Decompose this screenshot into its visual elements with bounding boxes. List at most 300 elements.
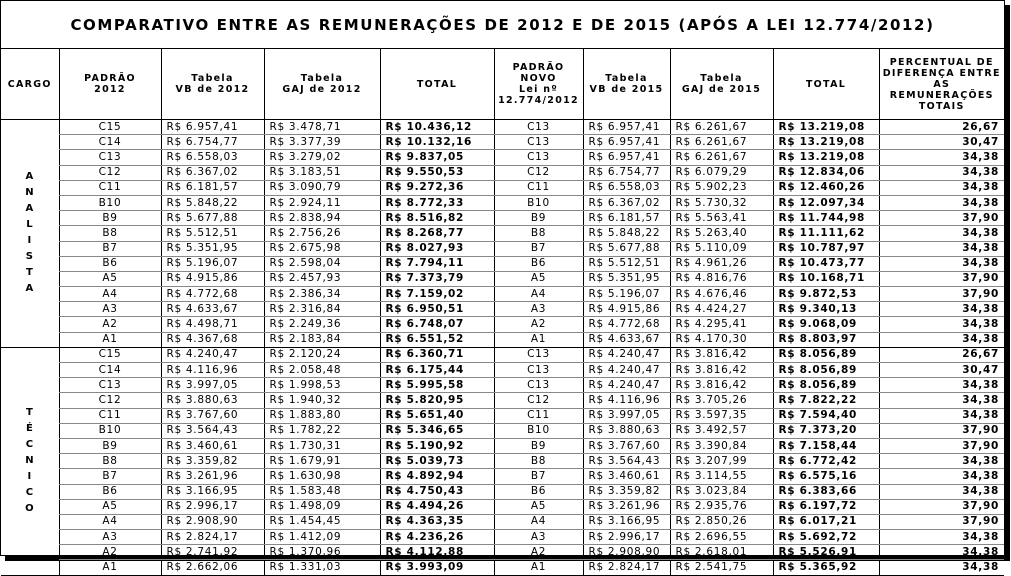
cell-gaj-2012: R$ 2.675,98 — [264, 241, 380, 256]
cell-gaj-2015: R$ 4.295,41 — [670, 317, 773, 332]
cell-total-2012: R$ 10.132,16 — [380, 135, 494, 150]
header-line: VB de 2012 — [175, 84, 250, 95]
cell-total-2012: R$ 8.516,82 — [380, 211, 494, 226]
cell-total-2012: R$ 5.039,73 — [380, 454, 494, 469]
cell-total-2012: R$ 3.993,09 — [380, 560, 494, 575]
cell-gaj-2012: R$ 1.782,22 — [264, 423, 380, 438]
cell-vb-2012: R$ 5.351,95 — [161, 241, 264, 256]
header-total-2015 — [773, 49, 879, 120]
cargo-letter: C — [25, 439, 34, 451]
cell-vb-2012: R$ 5.512,51 — [161, 226, 264, 241]
cell-percentual: 37,90 — [879, 287, 1004, 302]
cell-vb-2015: R$ 5.677,88 — [583, 241, 670, 256]
cell-padrao-novo: A3 — [494, 302, 583, 317]
cell-vb-2015: R$ 5.351,95 — [583, 271, 670, 286]
cell-padrao-2012: C13 — [59, 378, 161, 393]
cargo-letter: I — [27, 235, 32, 247]
header-line: GAJ de 2012 — [282, 84, 362, 95]
cell-total-2015: R$ 10.168,71 — [773, 271, 879, 286]
cell-vb-2015: R$ 4.240,47 — [583, 363, 670, 378]
table-row — [1, 560, 1004, 575]
cell-gaj-2015: R$ 3.816,42 — [670, 378, 773, 393]
header-line: PERCENTUAL DE — [889, 56, 994, 68]
cell-total-2015: R$ 13.219,08 — [773, 135, 879, 150]
cell-gaj-2012: R$ 2.316,84 — [264, 302, 380, 317]
cell-gaj-2015: R$ 2.850,26 — [670, 514, 773, 529]
cell-percentual: 34,38 — [879, 378, 1004, 393]
cargo-letter: A — [25, 171, 34, 183]
cell-total-2015: R$ 7.594,40 — [773, 408, 879, 423]
cell-vb-2015: R$ 6.181,57 — [583, 211, 670, 226]
cell-percentual: 34,38 — [879, 180, 1004, 195]
cell-gaj-2015: R$ 2.541,75 — [670, 560, 773, 575]
cell-padrao-novo: C12 — [494, 165, 583, 180]
cell-gaj-2012: R$ 1.630,98 — [264, 469, 380, 484]
table-row — [1, 150, 1004, 165]
cell-percentual: 37,90 — [879, 499, 1004, 514]
header-line: TOTAIS — [918, 100, 965, 112]
table-row — [1, 408, 1004, 423]
cell-padrao-novo: A4 — [494, 287, 583, 302]
document-title: COMPARATIVO ENTRE AS REMUNERAÇÕES DE 2012 E DE 2015 (APÓS A LEI 12.774/2012) — [1, 1, 1004, 49]
cell-total-2012: R$ 4.112,88 — [380, 545, 494, 560]
cell-padrao-2012: C12 — [59, 165, 161, 180]
cell-percentual: 30,47 — [879, 363, 1004, 378]
cell-total-2015: R$ 12.097,34 — [773, 195, 879, 210]
header-line: PADRÃO — [84, 73, 136, 84]
cell-padrao-novo: B10 — [494, 423, 583, 438]
cell-gaj-2015: R$ 4.170,30 — [670, 332, 773, 347]
table-row — [1, 241, 1004, 256]
cargo-letter: T — [25, 407, 34, 419]
cell-padrao-2012: A2 — [59, 545, 161, 560]
cell-gaj-2012: R$ 2.249,36 — [264, 317, 380, 332]
cell-total-2015: R$ 6.197,72 — [773, 499, 879, 514]
cell-total-2012: R$ 4.892,94 — [380, 469, 494, 484]
cell-vb-2015: R$ 5.848,22 — [583, 226, 670, 241]
cell-padrao-novo: A2 — [494, 317, 583, 332]
cell-padrao-2012: B10 — [59, 423, 161, 438]
table-row — [1, 287, 1004, 302]
table-body — [1, 120, 1004, 576]
table-row — [1, 120, 1004, 135]
header-gaj-2015 — [670, 49, 773, 120]
cell-vb-2012: R$ 3.359,82 — [161, 454, 264, 469]
cell-padrao-2012: A1 — [59, 560, 161, 575]
header-percentual — [879, 49, 1004, 120]
cargo-letter: A — [25, 283, 34, 295]
cell-percentual: 34,38 — [879, 332, 1004, 347]
header-line: PADRÃO — [512, 62, 565, 73]
cargo-cell — [1, 120, 59, 348]
table-row — [1, 499, 1004, 514]
cell-padrao-novo: B10 — [494, 195, 583, 210]
cell-gaj-2012: R$ 1.940,32 — [264, 393, 380, 408]
cell-total-2012: R$ 7.794,11 — [380, 256, 494, 271]
cell-gaj-2015: R$ 3.597,35 — [670, 408, 773, 423]
cell-total-2012: R$ 9.550,53 — [380, 165, 494, 180]
cell-padrao-novo: A3 — [494, 530, 583, 545]
cell-padrao-2012: B8 — [59, 226, 161, 241]
cell-vb-2012: R$ 4.367,68 — [161, 332, 264, 347]
cell-vb-2015: R$ 4.240,47 — [583, 347, 670, 362]
cell-total-2012: R$ 10.436,12 — [380, 120, 494, 135]
cell-vb-2012: R$ 5.677,88 — [161, 211, 264, 226]
cell-vb-2012: R$ 4.633,67 — [161, 302, 264, 317]
cell-percentual: 37,90 — [879, 438, 1004, 453]
cell-gaj-2012: R$ 1.454,45 — [264, 514, 380, 529]
cell-padrao-novo: B9 — [494, 438, 583, 453]
header-row — [1, 49, 1004, 120]
cargo-letter: A — [25, 203, 34, 215]
cell-total-2012: R$ 5.820,95 — [380, 393, 494, 408]
cell-gaj-2012: R$ 3.279,02 — [264, 150, 380, 165]
cell-percentual: 34,38 — [879, 530, 1004, 545]
cell-gaj-2012: R$ 2.058,48 — [264, 363, 380, 378]
cell-gaj-2012: R$ 2.457,93 — [264, 271, 380, 286]
cell-gaj-2012: R$ 1.730,31 — [264, 438, 380, 453]
header-line: TOTAL — [416, 78, 458, 90]
cell-percentual: 37,90 — [879, 271, 1004, 286]
cell-padrao-novo: C11 — [494, 408, 583, 423]
cell-gaj-2015: R$ 3.023,84 — [670, 484, 773, 499]
cargo-letter: O — [25, 503, 35, 515]
cell-vb-2015: R$ 4.915,86 — [583, 302, 670, 317]
cell-vb-2012: R$ 3.564,43 — [161, 423, 264, 438]
cell-gaj-2012: R$ 2.838,94 — [264, 211, 380, 226]
table-row — [1, 332, 1004, 347]
cell-total-2012: R$ 6.748,07 — [380, 317, 494, 332]
cell-total-2015: R$ 7.158,44 — [773, 438, 879, 453]
cell-total-2015: R$ 7.822,22 — [773, 393, 879, 408]
table-row — [1, 438, 1004, 453]
cell-vb-2012: R$ 3.880,63 — [161, 393, 264, 408]
cell-padrao-novo: B8 — [494, 226, 583, 241]
cell-total-2015: R$ 11.744,98 — [773, 211, 879, 226]
table-row — [1, 454, 1004, 469]
cell-gaj-2012: R$ 1.370,96 — [264, 545, 380, 560]
cell-percentual: 34,38 — [879, 454, 1004, 469]
cell-gaj-2015: R$ 2.935,76 — [670, 499, 773, 514]
cell-total-2015: R$ 5.692,72 — [773, 530, 879, 545]
cell-total-2012: R$ 5.651,40 — [380, 408, 494, 423]
cell-padrao-novo: B7 — [494, 469, 583, 484]
cell-total-2012: R$ 5.190,92 — [380, 438, 494, 453]
cell-padrao-novo: A1 — [494, 560, 583, 575]
cell-padrao-novo: C13 — [494, 120, 583, 135]
cell-padrao-2012: B7 — [59, 241, 161, 256]
cell-vb-2015: R$ 3.997,05 — [583, 408, 670, 423]
cell-vb-2012: R$ 6.181,57 — [161, 180, 264, 195]
table-row — [1, 226, 1004, 241]
header-gaj-2012 — [264, 49, 380, 120]
cell-total-2012: R$ 5.995,58 — [380, 378, 494, 393]
cell-padrao-novo: B6 — [494, 256, 583, 271]
cell-padrao-2012: C14 — [59, 363, 161, 378]
cell-gaj-2015: R$ 3.114,55 — [670, 469, 773, 484]
cell-padrao-novo: A4 — [494, 514, 583, 529]
cell-padrao-novo: A2 — [494, 545, 583, 560]
cell-gaj-2015: R$ 5.730,32 — [670, 195, 773, 210]
cell-total-2015: R$ 9.340,13 — [773, 302, 879, 317]
table-row — [1, 469, 1004, 484]
cell-padrao-2012: C12 — [59, 393, 161, 408]
cell-gaj-2012: R$ 3.183,51 — [264, 165, 380, 180]
cell-total-2015: R$ 8.056,89 — [773, 363, 879, 378]
table-row — [1, 545, 1004, 560]
cell-vb-2015: R$ 2.908,90 — [583, 545, 670, 560]
cell-vb-2012: R$ 6.558,03 — [161, 150, 264, 165]
cell-gaj-2015: R$ 3.816,42 — [670, 347, 773, 362]
table-row — [1, 393, 1004, 408]
cell-gaj-2015: R$ 6.261,67 — [670, 150, 773, 165]
header-padrao-2012 — [59, 49, 161, 120]
header-line: REMUNERAÇÕES — [889, 89, 994, 101]
cell-padrao-2012: C15 — [59, 347, 161, 362]
cell-padrao-novo: B7 — [494, 241, 583, 256]
cell-vb-2015: R$ 3.359,82 — [583, 484, 670, 499]
table-row — [1, 165, 1004, 180]
cell-gaj-2015: R$ 6.079,29 — [670, 165, 773, 180]
cell-padrao-2012: B7 — [59, 469, 161, 484]
cell-gaj-2015: R$ 5.110,09 — [670, 241, 773, 256]
cell-total-2015: R$ 11.111,62 — [773, 226, 879, 241]
cell-gaj-2012: R$ 2.183,84 — [264, 332, 380, 347]
cell-vb-2012: R$ 3.767,60 — [161, 408, 264, 423]
cell-gaj-2012: R$ 2.386,34 — [264, 287, 380, 302]
cell-padrao-novo: A1 — [494, 332, 583, 347]
cell-vb-2012: R$ 4.915,86 — [161, 271, 264, 286]
cell-total-2012: R$ 8.268,77 — [380, 226, 494, 241]
cell-vb-2012: R$ 4.772,68 — [161, 287, 264, 302]
header-vb-2015 — [583, 49, 670, 120]
cell-total-2012: R$ 9.837,05 — [380, 150, 494, 165]
cell-percentual: 34,38 — [879, 195, 1004, 210]
table-row — [1, 135, 1004, 150]
cell-vb-2015: R$ 2.996,17 — [583, 530, 670, 545]
cell-gaj-2012: R$ 1.679,91 — [264, 454, 380, 469]
cell-gaj-2015: R$ 3.816,42 — [670, 363, 773, 378]
cell-padrao-novo: C12 — [494, 393, 583, 408]
cell-gaj-2015: R$ 3.705,26 — [670, 393, 773, 408]
cell-total-2015: R$ 10.787,97 — [773, 241, 879, 256]
cell-percentual: 34,38 — [879, 560, 1004, 575]
cell-vb-2012: R$ 3.997,05 — [161, 378, 264, 393]
header-line: TOTAL — [805, 78, 847, 90]
table-row — [1, 378, 1004, 393]
cell-padrao-2012: C13 — [59, 150, 161, 165]
cell-percentual: 34,38 — [879, 241, 1004, 256]
cargo-letter: C — [25, 487, 34, 499]
cell-vb-2012: R$ 2.741,92 — [161, 545, 264, 560]
cell-padrao-2012: B9 — [59, 211, 161, 226]
cell-total-2012: R$ 7.373,79 — [380, 271, 494, 286]
cell-padrao-novo: C11 — [494, 180, 583, 195]
cell-vb-2015: R$ 4.116,96 — [583, 393, 670, 408]
table-row — [1, 530, 1004, 545]
table-row — [1, 180, 1004, 195]
cell-padrao-2012: B9 — [59, 438, 161, 453]
cell-gaj-2015: R$ 4.424,27 — [670, 302, 773, 317]
cell-padrao-novo: C13 — [494, 150, 583, 165]
cell-vb-2012: R$ 2.824,17 — [161, 530, 264, 545]
table-row — [1, 195, 1004, 210]
cargo-letter: N — [25, 455, 35, 467]
cell-vb-2015: R$ 4.772,68 — [583, 317, 670, 332]
cell-total-2012: R$ 9.272,36 — [380, 180, 494, 195]
cell-vb-2012: R$ 2.996,17 — [161, 499, 264, 514]
cell-gaj-2015: R$ 5.902,23 — [670, 180, 773, 195]
cargo-letter: T — [25, 267, 34, 279]
cell-vb-2015: R$ 4.240,47 — [583, 378, 670, 393]
header-line: AS — [933, 78, 951, 90]
cell-gaj-2015: R$ 2.618,01 — [670, 545, 773, 560]
cargo-letter: É — [25, 423, 34, 435]
cell-padrao-novo: B6 — [494, 484, 583, 499]
cell-percentual: 34,38 — [879, 545, 1004, 560]
cell-gaj-2012: R$ 1.883,80 — [264, 408, 380, 423]
header-line: Tabela — [300, 73, 344, 84]
cell-padrao-novo: B8 — [494, 454, 583, 469]
header-padrao-novo — [494, 49, 583, 120]
header-vb-2012 — [161, 49, 264, 120]
cell-vb-2015: R$ 6.957,41 — [583, 150, 670, 165]
header-line: Tabela — [700, 73, 743, 84]
header-line: 2012 — [94, 84, 126, 95]
cell-vb-2012: R$ 6.957,41 — [161, 120, 264, 135]
cell-padrao-2012: C11 — [59, 408, 161, 423]
table-row — [1, 423, 1004, 438]
cell-padrao-2012: B6 — [59, 256, 161, 271]
cell-total-2012: R$ 5.346,65 — [380, 423, 494, 438]
table-row — [1, 347, 1004, 362]
cell-percentual: 34,38 — [879, 408, 1004, 423]
cell-total-2012: R$ 6.360,71 — [380, 347, 494, 362]
cargo-letter: S — [25, 251, 34, 263]
table-row — [1, 363, 1004, 378]
header-total-2012 — [380, 49, 494, 120]
cell-total-2015: R$ 5.526,91 — [773, 545, 879, 560]
cell-padrao-2012: B6 — [59, 484, 161, 499]
cell-vb-2015: R$ 3.166,95 — [583, 514, 670, 529]
cell-padrao-2012: A5 — [59, 499, 161, 514]
cell-total-2012: R$ 4.750,43 — [380, 484, 494, 499]
header-text: CARGO — [7, 78, 52, 90]
cell-padrao-novo: C13 — [494, 347, 583, 362]
cell-padrao-2012: B8 — [59, 454, 161, 469]
cell-padrao-2012: B10 — [59, 195, 161, 210]
cell-total-2012: R$ 4.363,35 — [380, 514, 494, 529]
table-row — [1, 484, 1004, 499]
cell-percentual: 26,67 — [879, 120, 1004, 135]
cell-total-2015: R$ 12.834,06 — [773, 165, 879, 180]
cell-total-2015: R$ 10.473,77 — [773, 256, 879, 271]
cell-vb-2012: R$ 2.662,06 — [161, 560, 264, 575]
table-row — [1, 256, 1004, 271]
cell-gaj-2012: R$ 3.377,39 — [264, 135, 380, 150]
cell-total-2015: R$ 8.803,97 — [773, 332, 879, 347]
header-line: GAJ de 2015 — [681, 84, 762, 95]
cell-gaj-2015: R$ 6.261,67 — [670, 120, 773, 135]
cell-total-2012: R$ 6.175,44 — [380, 363, 494, 378]
cell-vb-2012: R$ 4.240,47 — [161, 347, 264, 362]
cell-gaj-2015: R$ 5.263,40 — [670, 226, 773, 241]
cell-vb-2012: R$ 5.848,22 — [161, 195, 264, 210]
cargo-letter: I — [27, 471, 32, 483]
table-row — [1, 317, 1004, 332]
cell-total-2015: R$ 12.460,26 — [773, 180, 879, 195]
cell-percentual: 34,38 — [879, 393, 1004, 408]
cell-percentual: 34,38 — [879, 256, 1004, 271]
cell-gaj-2015: R$ 4.961,26 — [670, 256, 773, 271]
cell-total-2015: R$ 13.219,08 — [773, 120, 879, 135]
cell-total-2015: R$ 6.772,42 — [773, 454, 879, 469]
cell-vb-2012: R$ 3.261,96 — [161, 469, 264, 484]
cell-gaj-2012: R$ 3.090,79 — [264, 180, 380, 195]
cell-total-2015: R$ 8.056,89 — [773, 347, 879, 362]
cell-total-2012: R$ 4.236,26 — [380, 530, 494, 545]
cell-total-2012: R$ 4.494,26 — [380, 499, 494, 514]
cell-gaj-2012: R$ 1.498,09 — [264, 499, 380, 514]
table-row — [1, 211, 1004, 226]
cell-gaj-2015: R$ 6.261,67 — [670, 135, 773, 150]
cell-vb-2012: R$ 4.498,71 — [161, 317, 264, 332]
cell-percentual: 37,90 — [879, 423, 1004, 438]
header-line: Tabela — [605, 73, 648, 84]
cell-padrao-2012: A3 — [59, 530, 161, 545]
cell-gaj-2015: R$ 2.696,55 — [670, 530, 773, 545]
header-line: DIFERENÇA ENTRE — [882, 67, 1001, 79]
cell-total-2015: R$ 5.365,92 — [773, 560, 879, 575]
table-row — [1, 271, 1004, 286]
cell-vb-2012: R$ 6.367,02 — [161, 165, 264, 180]
cell-gaj-2012: R$ 3.478,71 — [264, 120, 380, 135]
cell-vb-2012: R$ 5.196,07 — [161, 256, 264, 271]
cell-total-2012: R$ 6.551,52 — [380, 332, 494, 347]
cell-vb-2015: R$ 3.261,96 — [583, 499, 670, 514]
cell-padrao-2012: A2 — [59, 317, 161, 332]
cell-padrao-2012: C11 — [59, 180, 161, 195]
cell-total-2015: R$ 8.056,89 — [773, 378, 879, 393]
cell-padrao-novo: A5 — [494, 499, 583, 514]
cell-gaj-2015: R$ 4.676,46 — [670, 287, 773, 302]
cell-total-2015: R$ 6.383,66 — [773, 484, 879, 499]
cell-vb-2012: R$ 3.460,61 — [161, 438, 264, 453]
header-line: Tabela — [191, 73, 234, 84]
cell-vb-2015: R$ 5.512,51 — [583, 256, 670, 271]
cell-total-2015: R$ 9.872,53 — [773, 287, 879, 302]
cell-vb-2015: R$ 3.880,63 — [583, 423, 670, 438]
cell-vb-2015: R$ 3.564,43 — [583, 454, 670, 469]
cell-vb-2015: R$ 6.558,03 — [583, 180, 670, 195]
cell-total-2015: R$ 9.068,09 — [773, 317, 879, 332]
cell-padrao-2012: A5 — [59, 271, 161, 286]
cell-percentual: 34,38 — [879, 469, 1004, 484]
cell-padrao-2012: A3 — [59, 302, 161, 317]
table-row — [1, 302, 1004, 317]
header-line: VB de 2015 — [589, 84, 664, 95]
cell-padrao-2012: A1 — [59, 332, 161, 347]
cell-gaj-2012: R$ 1.998,53 — [264, 378, 380, 393]
cell-gaj-2012: R$ 1.583,48 — [264, 484, 380, 499]
cargo-letter: L — [26, 219, 34, 231]
cell-vb-2015: R$ 4.633,67 — [583, 332, 670, 347]
cell-vb-2012: R$ 6.754,77 — [161, 135, 264, 150]
cell-total-2015: R$ 6.017,21 — [773, 514, 879, 529]
header-line: NOVO — [520, 73, 557, 84]
cell-gaj-2015: R$ 3.390,84 — [670, 438, 773, 453]
header-cargo — [1, 49, 59, 120]
